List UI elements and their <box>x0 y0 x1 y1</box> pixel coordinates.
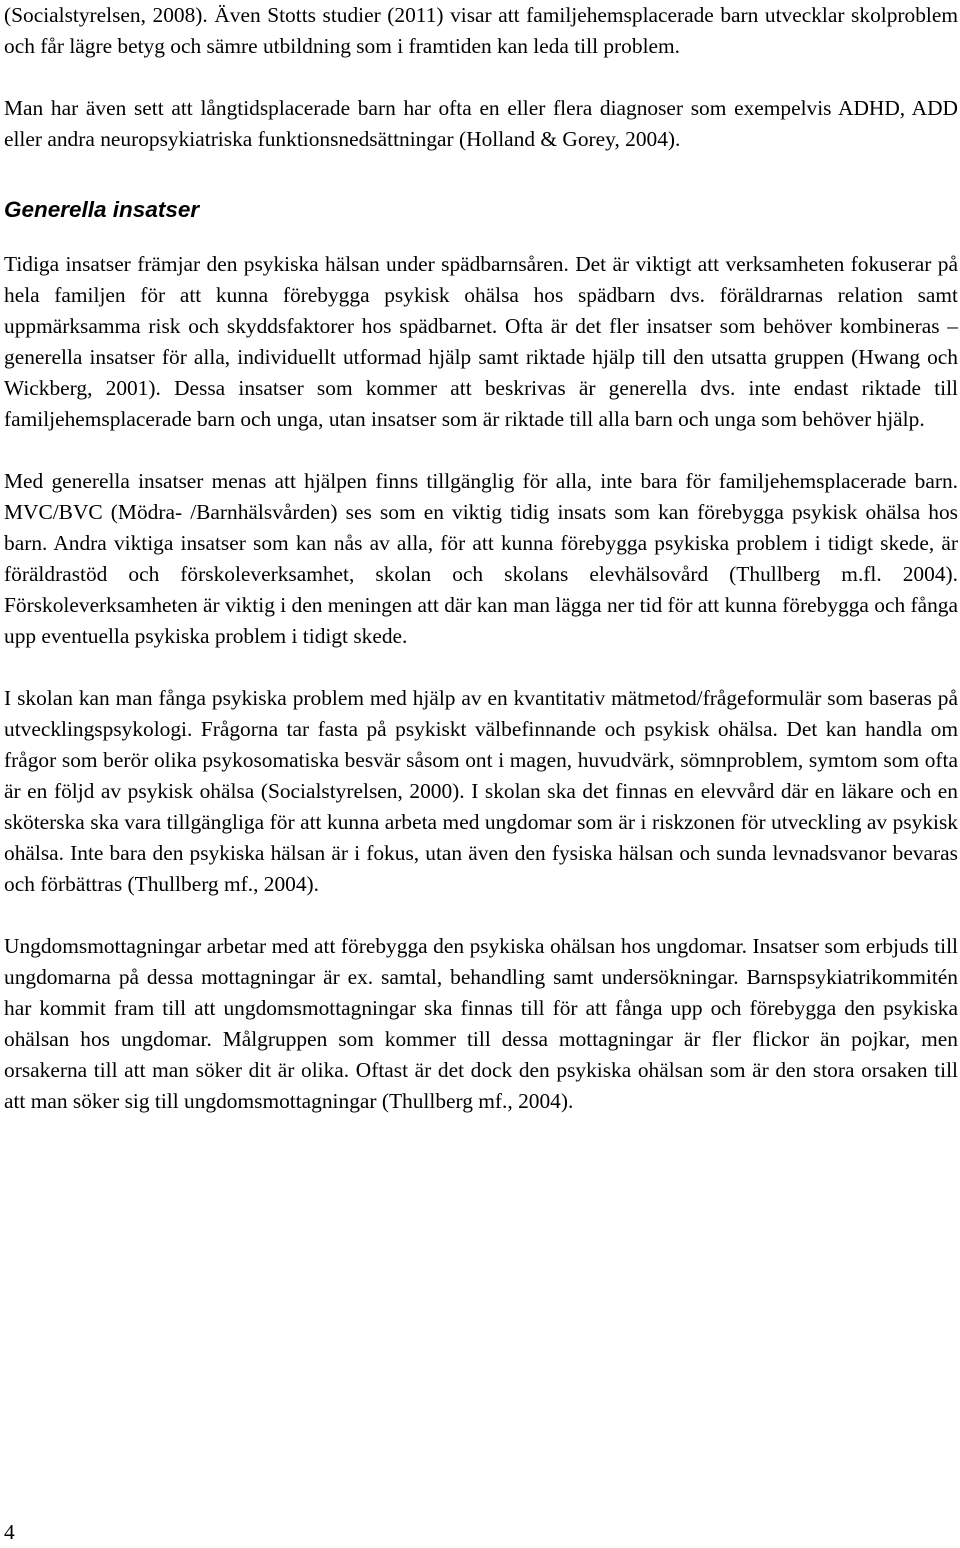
paragraph-early-interventions: Tidiga insatser främjar den psykiska hälsan under spädbarnsåren. Det är viktigt att verksamheten fokuserar på hela familjen för att kunna förebygga psykisk ohälsa hos spädbarn dvs. föräldrarnas relation samt uppmärksamma risk och skyddsfaktorer hos spädbarnet. Ofta är det fler insatser som behöver kombineras – generella insatser för alla, individuellt utformad hjälp samt riktade hjälp till den utsatta gruppen (Hwang och Wickberg, 2001). Dessa insatser som kommer att beskrivas är generella dvs. inte endast riktade till familjehemsplacerade barn och unga, utan insatser som är riktade till alla barn och unga som behöver hjälp. <box>4 252 958 431</box>
section-heading: Generella insatser <box>4 197 200 222</box>
paragraph-youth-clinics: Ungdomsmottagningar arbetar med att förebygga den psykiska ohälsan hos ungdomar. Insatser som erbjuds till ungdomarna på dessa mottagningar är ex. samtal, behandling samt undersökningar. Barnspsykiatrikommitén har kommit fram till att ungdomsmottagningar ska finnas till för att fånga upp och förebygga den psykiska ohälsan hos ungdomar. Målgruppen som kommer till dessa mottagningar är fler flickor än pojkar, men orsakerna till att man söker dit är olika. Oftast är det dock den psykiska ohälsan som är den stora orsaken till att man söker sig till ungdomsmottagningar (Thullberg mf., 2004). <box>4 934 958 1113</box>
paragraph-general-interventions: Med generella insatser menas att hjälpen finns tillgänglig för alla, inte bara för familjehemsplacerade barn. MVC/BVC (Mödra- /Barnhälsvården) ses som en viktig tidig insats som kan förebygga psykisk ohälsa hos barn. Andra viktiga insatser som kan nås av alla, för att kunna förebygga psykiska problem i tidigt skede, är föräldrastöd och förskoleverksamhet, skolan och skolans elevhälsovård (Thullberg m.fl. 2004). Förskoleverksamheten är viktig i den meningen att där kan man lägga ner tid för att kunna förebygga och fånga upp eventuella psykiska problem i tidigt skede. <box>4 469 958 648</box>
page-number: 4 <box>4 1520 15 1544</box>
paragraph-stott-study: (Socialstyrelsen, 2008). Även Stotts studier (2011) visar att familjehemsplacerade barn utvecklar skolproblem och får lägre betyg och sämre utbildning som i framtiden kan leda till problem. <box>4 3 958 58</box>
paragraph-diagnoses: Man har även sett att långtidsplacerade barn har ofta en eller flera diagnoser som exempelvis ADHD, ADD eller andra neuropsykiatriska funktionsnedsättningar (Holland & Gorey, 2004). <box>4 96 958 151</box>
paragraph-school: I skolan kan man fånga psykiska problem med hjälp av en kvantitativ mätmetod/frågeformulär som baseras på utvecklingspsykologi. Frågorna tar fasta på psykiskt välbefinnande och psykisk ohälsa. Det kan handla om frågor som berör olika psykosomatiska besvär såsom ont i magen, huvudvärk, sömnproblem, symtom som ofta är en följd av psykisk ohälsa (Socialstyrelsen, 2000). I skolan ska det finnas en elevvård där en läkare och en sköterska ska vara tillgängliga för att kunna arbeta med ungdomar som är i riskzonen för utveckling av psykisk ohälsa. Inte bara den psykiska hälsan är i fokus, utan även den fysiska hälsan och sunda levnadsvanor bevaras och förbättras (Thullberg mf., 2004). <box>4 686 958 896</box>
